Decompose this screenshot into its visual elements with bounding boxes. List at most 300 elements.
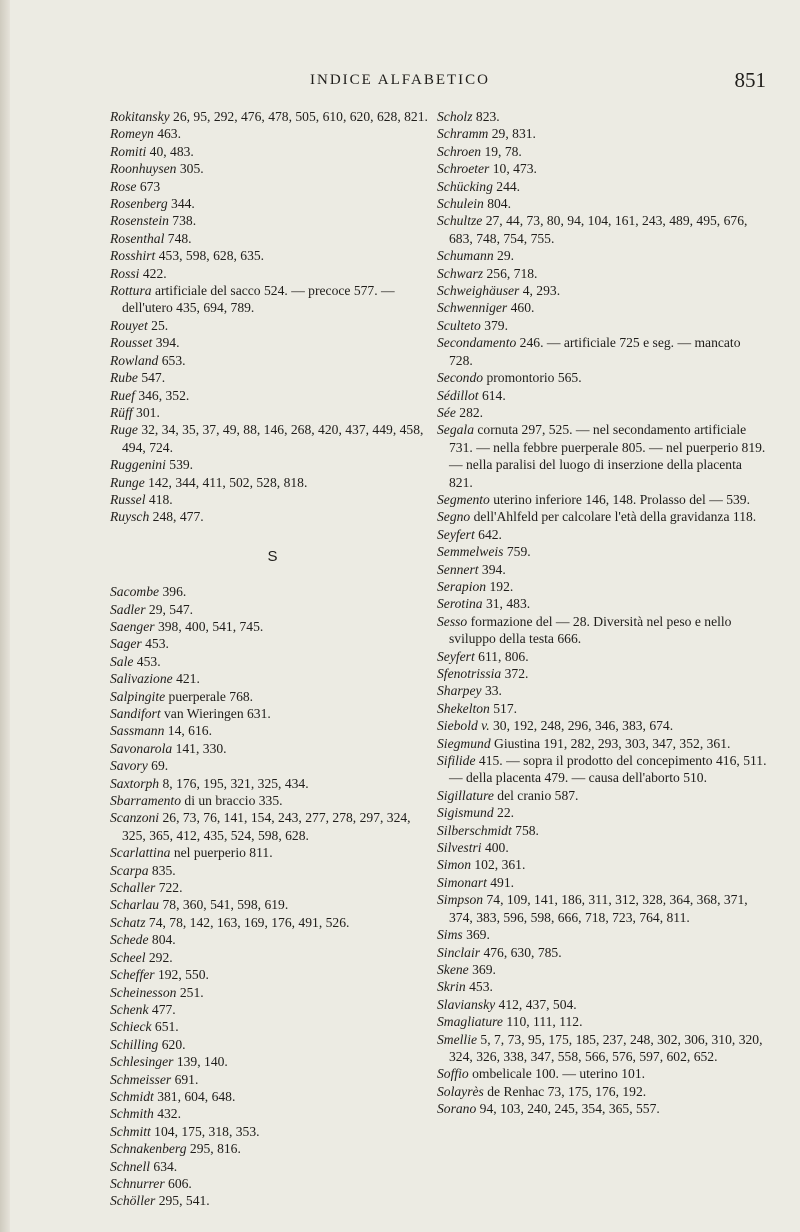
index-entry [437,1083,767,1100]
entry-references: 139, 140. [173,1054,228,1070]
entry-references: 251. [176,984,204,1000]
entry-references: 415. — sopra il prodotto del concepimento 416, 511. — della placenta 479. — causa dell'aborto 510. [449,753,767,786]
page-number: 851 [734,68,766,92]
entry-references: 823. [472,109,500,124]
entry-references: 620. [158,1036,186,1052]
entry-name: Schultze [437,213,483,229]
entry-references: 295, 816. [186,1141,241,1157]
entry-references: 453. [133,653,161,669]
index-entry [110,334,435,351]
entry-references: uterino inferiore 146, 148. Prolasso del — 539. [489,491,750,507]
index-entry [110,1053,435,1070]
entry-name: Sennert [437,561,479,577]
entry-name: Schmitt [110,1123,151,1139]
entry-name: Sims [437,927,463,943]
entry-name: Sigillature [437,787,494,803]
index-entry [437,787,767,804]
index-entry [437,944,767,961]
index-entry [110,775,435,792]
entry-references: 422. [139,265,167,281]
entry-name: Secondo [437,370,484,386]
index-entry [110,740,435,757]
entry-references: 369. [462,927,490,943]
entry-name: Rowland [110,352,159,368]
entry-references: 14, 616. [164,723,212,739]
entry-references: 29. [493,248,515,264]
entry-references: 418. [145,491,173,507]
entry-name: Rokitansky [110,109,170,124]
index-entry [437,578,767,595]
entry-name: Schnell [110,1158,151,1174]
entry-name: Sassmann [110,723,165,739]
entry-references: 748. [164,230,192,246]
entry-references: 301. [132,404,160,420]
index-entry [437,839,767,856]
entry-references: 110, 111, 112. [502,1014,583,1030]
entry-references: 74, 78, 142, 163, 169, 176, 491, 526. [145,914,350,930]
binding-gutter [0,0,10,1232]
entry-name: Romiti [110,143,147,159]
entry-references: van Wieringen 631. [160,706,271,721]
entry-name: Rottura [110,283,152,299]
index-entry [437,700,767,717]
entry-name: Sharpey [437,683,482,699]
entry-references: 477. [148,1001,176,1017]
entry-references: 25. [147,317,169,333]
index-entry [110,1036,435,1053]
index-entry [110,387,435,404]
index-entry [437,421,767,491]
entry-name: Rossi [110,265,140,281]
entry-references: 460. [507,300,535,316]
entry-references: 394. [152,335,180,351]
entry-references: 611, 806. [474,648,529,664]
index-entry [437,317,767,334]
entry-name: Saenger [110,618,155,634]
section-letter: S [267,547,278,565]
entry-references: 142, 344, 411, 502, 528, 818. [144,474,308,490]
entry-references: 246. — artificiale 725 e seg. — mancato 728. [449,335,741,368]
entry-name: Romeyn [110,126,154,142]
entry-references: artificiale del sacco 524. — precoce 577. — dell'utero 435, 694, 789. [122,283,395,316]
index-entry [110,896,435,913]
entry-name: Shekelton [437,700,490,716]
index-entry [437,387,767,404]
entry-references: promontorio 565. [483,370,582,386]
entry-references: 192, 550. [154,967,209,983]
entry-name: Scholz [437,109,473,124]
entry-name: Sorano [437,1101,477,1117]
entry-name: Seyfert [437,526,475,542]
entry-name: Solayrès [437,1083,484,1099]
entry-name: Schmidt [110,1088,154,1104]
entry-references: Giustina 191, 282, 293, 303, 347, 352, 361. [490,735,731,751]
index-entry [437,978,767,995]
index-entry [110,282,435,317]
index-entry [437,961,767,978]
entry-name: Rosenberg [110,196,168,212]
index-entry [110,635,435,652]
entry-name: Schaller [110,880,156,896]
entry-references: 141, 330. [172,740,227,756]
entry-references: 22. [493,805,515,821]
entry-references: 432. [153,1106,181,1122]
entry-name: Rube [110,370,138,386]
entry-name: Schlesinger [110,1054,174,1070]
entry-references: 722. [155,880,183,896]
entry-name: Sbarramento [110,793,181,809]
entry-references: 634. [150,1158,178,1174]
entry-references: 29, 831. [488,126,536,142]
index-entry [110,1018,435,1035]
index-entry [110,265,435,282]
entry-references: 19, 78. [481,143,522,159]
entry-references: 4, 293. [519,283,561,299]
entry-references: 412, 437, 504. [495,996,577,1012]
entry-references: ombelicale 100. — uterino 101. [468,1066,646,1082]
index-entry [437,508,767,525]
entry-references: 491. [486,874,515,890]
entry-name: Sale [110,653,134,669]
entry-references: 5, 7, 73, 95, 175, 185, 237, 248, 302, 306, 310, 320, 324, 326, 338, 347, 558, 566, 576, 597, 602, 652. [449,1031,763,1064]
entry-name: Schroeter [437,161,490,177]
entry-name: Simpson [437,892,484,908]
index-entry [110,618,435,635]
entry-name: Skene [437,961,469,977]
entry-name: Schücking [437,178,493,194]
entry-references: 282. [455,404,484,420]
entry-references: 835. [148,862,176,878]
entry-references: 547. [137,370,166,386]
entry-references: 26, 95, 292, 476, 478, 505, 610, 620, 628, 821. [169,109,428,124]
index-entry [110,1175,435,1192]
entry-references: 104, 175, 318, 353. [150,1123,260,1139]
index-entry [110,705,435,722]
index-entry [437,543,767,560]
entry-references: 305. [176,161,204,177]
entry-name: Rose [110,178,137,194]
entry-name: Schilling [110,1036,159,1052]
entry-name: Skrin [437,979,466,995]
index-entry [437,143,767,160]
entry-references: 372. [501,666,529,681]
entry-name: Segala [437,422,474,438]
index-entry [437,648,767,665]
entry-name: Secondamento [437,335,517,351]
entry-name: Schroen [437,143,482,159]
entry-references: 653. [158,352,186,368]
index-entry [110,143,435,160]
entry-name: Serotina [437,596,483,612]
index-entry [110,491,435,508]
entry-references: 804. [148,932,176,948]
index-entry [110,931,435,948]
index-entry [437,717,767,734]
index-entry [437,856,767,873]
entry-references: del cranio 587. [493,787,579,803]
entry-references: 256, 718. [483,265,538,281]
entry-references: cornuta 297, 525. — nel secondamento artificiale 731. — nella febbre puerperale 805. — nel puerperio 819. — nella paralisi del luogo di inserzione della placenta 821. [449,422,766,490]
index-entry [437,212,767,247]
entry-references: 642. [474,526,502,542]
entry-name: Salpingite [110,688,166,704]
index-entry [437,265,767,282]
entry-references: puerperale 768. [165,688,254,704]
entry-name: Rosshirt [110,248,156,264]
index-entry [437,926,767,943]
entry-references: 94, 103, 240, 245, 354, 365, 557. [476,1101,660,1117]
entry-references: nel puerperio 811. [170,845,273,861]
entry-references: 453. [465,979,493,995]
index-entry [437,369,767,386]
entry-name: Savory [110,758,148,774]
entry-name: Rosenstein [110,213,169,229]
entry-name: Silberschmidt [437,822,512,838]
index-entry [437,996,767,1013]
index-entry [437,735,767,752]
entry-name: Salivazione [110,671,173,687]
entry-name: Siegmund [437,735,491,751]
index-entry [110,653,435,670]
index-entry [110,247,435,264]
index-entry [437,1100,767,1117]
index-entry [437,682,767,699]
entry-references: 691. [171,1071,199,1087]
entry-references: 78, 360, 541, 598, 619. [159,897,289,913]
index-entry [110,879,435,896]
entry-name: Schramm [437,126,489,142]
index-entry [437,247,767,264]
entry-name: Schenk [110,1001,149,1017]
entry-name: Schnurrer [110,1175,165,1191]
index-entry [110,757,435,774]
index-entry [110,108,435,125]
running-title: INDICE ALFABETICO [310,72,490,88]
entry-references: 606. [164,1175,192,1191]
entry-name: Sandifort [110,706,161,721]
entry-references: 27, 44, 73, 80, 94, 104, 161, 243, 489, 495, 676, 683, 748, 754, 755. [449,213,748,246]
index-entry [437,1013,767,1030]
left-entries-r [110,108,435,526]
index-entry [437,595,767,612]
index-entry [110,195,435,212]
index-entry [437,613,767,648]
entry-name: Serapion [437,578,487,594]
entry-references: 102, 361. [470,857,526,873]
entry-references: 295, 541. [155,1193,210,1209]
entry-name: Schulein [437,196,484,212]
index-entry [110,984,435,1001]
entry-references: 69. [147,758,169,774]
index-entry [110,1105,435,1122]
entry-name: Schmeisser [110,1071,172,1087]
index-entry [437,491,767,508]
entry-references: 463. [153,126,181,142]
index-entry [110,178,435,195]
entry-references: 8, 176, 195, 321, 325, 434. [159,775,309,791]
entry-name: Schumann [437,248,494,264]
index-entry [437,334,767,369]
entry-name: Smellie [437,1031,478,1047]
index-entry [437,178,767,195]
entry-name: Segno [437,509,471,525]
index-entry [437,108,767,125]
entry-references: 394. [478,561,506,577]
entry-references: 651. [151,1019,179,1035]
entry-name: Schede [110,932,149,948]
entry-name: Ruysch [110,509,150,525]
index-entry [110,1192,435,1209]
index-entry [437,752,767,787]
entry-name: Silvestri [437,840,482,856]
entry-references: 614. [478,387,506,403]
entry-references: 539. [165,457,194,473]
entry-name: Roonhuysen [110,161,177,177]
entry-name: Sculteto [437,317,481,333]
entry-references: 421. [172,671,200,687]
entry-name: Scarpa [110,862,149,878]
index-entry [110,230,435,247]
entry-name: Ruggenini [110,457,166,473]
entry-name: Segmento [437,491,490,507]
entry-references: 292. [145,949,173,965]
entry-references: de Renhac 73, 175, 176, 192. [483,1083,647,1099]
entry-references: 381, 604, 648. [153,1088,236,1104]
entry-name: Schwarz [437,265,484,281]
entry-references: 244. [492,178,521,194]
entry-name: Savonarola [110,740,173,756]
right-entries [437,108,767,1118]
entry-name: Schöller [110,1193,156,1209]
index-entry [110,722,435,739]
entry-references: 10, 473. [489,161,537,177]
entry-name: Ruge [110,422,138,438]
index-entry [110,125,435,142]
index-entry [437,891,767,926]
entry-name: Sédillot [437,387,479,403]
index-entry [110,844,435,861]
entry-name: Rosenthal [110,230,165,246]
entry-name: Runge [110,474,145,490]
index-entry [110,456,435,473]
entry-name: Russel [110,491,146,507]
index-entry [110,404,435,421]
entry-name: Sifilide [437,753,476,769]
entry-references: 400. [481,840,509,856]
entry-name: Rouyet [110,317,148,333]
index-entry [110,601,435,618]
entry-references: 30, 192, 248, 296, 346, 383, 674. [489,718,674,734]
entry-name: Schatz [110,914,146,930]
index-entry [110,1001,435,1018]
entry-name: Rousset [110,335,153,351]
index-entry [437,561,767,578]
entry-name: Scheinesson [110,984,177,1000]
entry-name: Seyfert [437,648,475,664]
entry-name: Sesso [437,613,468,629]
index-entry [437,125,767,142]
right-column [437,108,767,1118]
index-entry [437,665,767,682]
index-entry [110,421,435,456]
entry-references: formazione del — 28. Diversità nel peso e nello sviluppo della testa 666. [449,613,732,647]
index-entry [437,282,767,299]
entry-name: Scanzoni [110,810,160,826]
entry-references: 248, 477. [149,509,204,525]
index-entry [110,914,435,931]
entry-name: Schieck [110,1019,152,1035]
entry-references: 396. [159,584,187,600]
entry-references: 738. [168,213,197,229]
index-entry [437,299,767,316]
entry-references: 517. [489,700,518,716]
entry-references: 476, 630, 785. [480,944,562,960]
entry-name: Semmelweis [437,544,504,560]
entry-references: 40, 483. [146,143,194,159]
entry-references: 31, 483. [482,596,531,612]
entry-references: di un braccio 335. [181,793,283,809]
left-entries-s [110,583,435,1210]
index-entry [110,1088,435,1105]
entry-references: 26, 73, 76, 141, 154, 243, 277, 278, 297, 324, 325, 365, 412, 435, 524, 598, 628. [122,810,411,843]
entry-name: Sfenotrissia [437,666,502,681]
entry-name: Smagliature [437,1014,503,1030]
index-entry [437,874,767,891]
index-entry [110,862,435,879]
entry-references: 453. [141,636,169,652]
entry-references: 74, 109, 141, 186, 311, 312, 328, 364, 368, 371, 374, 383, 596, 598, 666, 718, 723, 764, 811. [449,892,748,925]
index-entry [110,966,435,983]
index-entry [110,1123,435,1140]
index-entry [110,1071,435,1088]
index-entry [110,583,435,600]
index-entry [110,949,435,966]
page-header [0,68,800,98]
entry-name: Simonart [437,874,487,890]
index-entry [110,792,435,809]
entry-references: 379. [480,317,508,333]
index-entry [110,670,435,687]
entry-references: 344. [167,196,195,212]
entry-name: Rüff [110,404,133,420]
entry-name: Schwenniger [437,300,508,316]
entry-name: Schmith [110,1106,154,1122]
index-entry [110,1140,435,1157]
entry-references: dell'Ahlfeld per calcolare l'età della gravidanza 118. [470,509,757,525]
index-entry [110,160,435,177]
index-entry [110,317,435,334]
entry-references: 33. [481,683,502,699]
entry-name: Soffio [437,1066,469,1082]
entry-name: Slaviansky [437,996,496,1012]
entry-name: Simon [437,857,471,873]
entry-name: Scarlattina [110,845,171,861]
entry-references: 346, 352. [134,387,190,403]
index-entry [437,822,767,839]
entry-name: Sacombe [110,584,160,600]
entry-references: 192. [486,578,514,594]
index-entry [110,809,435,844]
entry-references: 804. [483,196,511,212]
entry-name: Sée [437,404,456,420]
index-entry [437,160,767,177]
entry-references: 398, 400, 541, 745. [154,618,264,634]
entry-references: 29, 547. [145,601,194,617]
entry-name: Sigismund [437,805,494,821]
entry-references: 759. [503,544,531,560]
entry-name: Sadler [110,601,146,617]
entry-name: Ruef [110,387,135,403]
